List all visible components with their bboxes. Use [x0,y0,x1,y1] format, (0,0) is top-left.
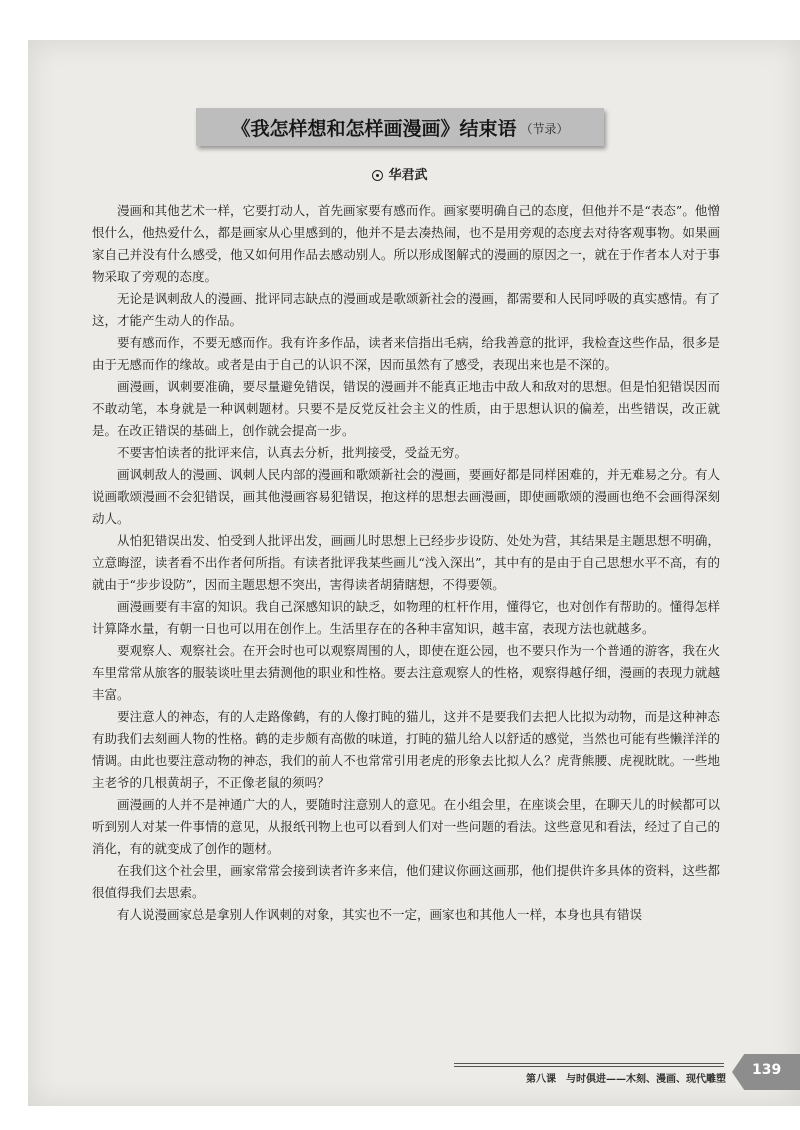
article-body [92,200,720,926]
page-number: 139 [752,1062,782,1078]
author-line [0,164,800,183]
circle-dot-icon [372,170,383,181]
paragraph: 不要害怕读者的批评来信，认真去分析，批判接受，受益无穷。 [117,445,468,460]
paragraph: 要观察人、观察社会。在开会时也可以观察周围的人，即使在逛公园，也不要只作为一个普通的游客，我在火车里常常从旅客的服装谈吐里去猜测他的职业和性格。要去注意观察人的性格，观察得越仔细，漫画的表现力就越丰富。 [92,643,720,702]
paragraph: 有人说漫画家总是拿别人作讽刺的对象，其实也不一定，画家也和其他人一样，本身也具有错误 [117,907,643,922]
paragraph: 要注意人的神态，有的人走路像鹤，有的人像打盹的猫儿，这并不是要我们去把人比拟为动物，而是这种神态有助我们去刻画人物的性格。鹤的走步颇有高傲的味道，打盹的猫儿给人以舒适的感觉，当然也可能有些懒洋洋的情调。由此也要注意动物的神态，我们的前人不也常常引用老虎的形象去比拟人么？虎背熊腰、虎视眈眈。一些地主老爷的几根黄胡子，不正像老鼠的须吗？ [92,709,720,790]
paragraph: 从怕犯错误出发、怕受到人批评出发，画画儿时思想上已经步步设防、处处为营，其结果是主题思想不明确，立意晦涩，读者看不出作者何所指。有读者批评我某些画儿“浅入深出”，其中有的是由于自己思想水平不高，有的就由于“步步设防”，因而主题思想不突出，害得读者胡猜瞎想，不得要领。 [92,533,720,592]
page-title: 《我怎样想和怎样画漫画》结束语 [231,117,517,140]
paragraph: 漫画和其他艺术一样，它要打动人，首先画家要有感而作。画家要明确自己的态度，但他并不是“表态”。他憎恨什么，他热爱什么，都是画家从心里感到的，他并不是去凑热闹，也不是用旁观的态度去对待客观事物。如果画家自己并没有什么感受，他又如何用作品去感动别人。所以形成图解式的漫画的原因之一，就在于作者本人对于事物采取了旁观的态度。 [92,203,720,284]
author-name: 华君武 [388,168,428,183]
title-banner [196,108,604,146]
paragraph: 要有感而作，不要无感而作。我有许多作品，读者来信指出毛病，给我善意的批评，我检查这些作品，很多是由于无感而作的缘故。或者是由于自己的认识不深，因而虽然有了感受，表现出来也是不深的。 [92,335,720,372]
paragraph: 画漫画，讽刺要准确，要尽量避免错误，错误的漫画并不能真正地击中敌人和敌对的思想。但是怕犯错误因而不敢动笔，本身就是一种讽刺题材。只要不是反党反社会主义的性质，由于思想认识的偏差，出些错误，改正就是。在改正错误的基础上，创作就会提高一步。 [92,379,720,438]
paragraph: 无论是讽刺敌人的漫画、批评同志缺点的漫画或是歌颂新社会的漫画，都需要和人民同呼吸的真实感情。有了这，才能产生动人的作品。 [92,291,720,328]
paragraph: 画漫画的人并不是神通广大的人，要随时注意别人的意见。在小组会里，在座谈会里，在聊天儿的时候都可以听到别人对某一件事情的意见，从报纸刊物上也可以看到人们对一些问题的看法。这些意见和看法，经过了自己的消化，有的就变成了创作的题材。 [92,797,720,856]
paragraph: 画漫画要有丰富的知识。我自己深感知识的缺乏，如物理的杠杆作用，懂得它，也对创作有帮助的。懂得怎样计算降水量，有朝一日也可以用在创作上。生活里存在的各种丰富知识，越丰富，表现方法也就越多。 [92,599,720,636]
paragraph: 画讽刺敌人的漫画、讽刺人民内部的漫画和歌颂新社会的漫画，要画好都是同样困难的，并无难易之分。有人说画歌颂漫画不会犯错误，画其他漫画容易犯错误，抱这样的思想去画漫画，即使画歌颂的漫画也绝不会画得深刻动人。 [92,467,720,526]
chapter-footer: 第八课 与时俱进——木刻、漫画、现代雕塑 [526,1074,726,1085]
footer-rule [454,1063,724,1067]
page-subtitle: （节录） [520,122,569,136]
paragraph: 在我们这个社会里，画家常常会接到读者许多来信，他们建议你画这画那，他们提供许多具体的资料，这些都很值得我们去思索。 [92,863,720,900]
